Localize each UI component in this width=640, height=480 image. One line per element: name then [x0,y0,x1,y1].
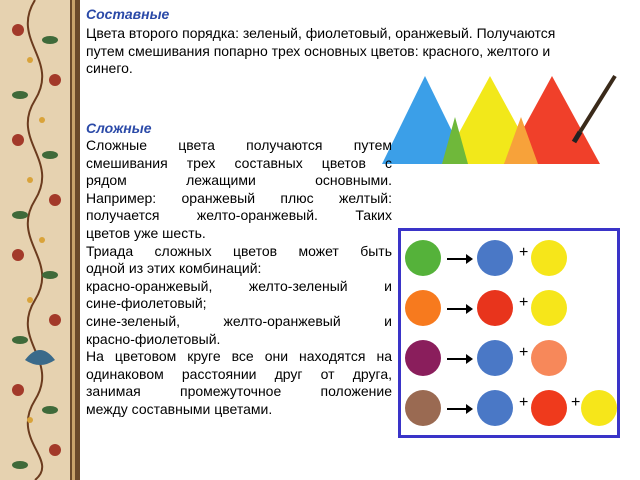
mix-row [401,286,623,330]
section-title-compound: Составные [86,6,170,22]
component-color-circle [477,290,513,326]
text-line: одинаковом расстоянии друг от друга, [86,365,392,382]
component-color-circle [477,240,513,276]
text-line: цветов уже шесть. [86,224,206,241]
arrow-right-icon [447,258,471,260]
section-title-complex: Сложные [86,120,152,136]
text-line: На цветовом круге все они находятся на [86,348,392,365]
text-line: красно-фиолетовый. [86,330,221,347]
text-line: одной из этих комбинаций: [86,260,262,277]
component-color-circle [477,390,513,426]
section-text-compound: Цвета второго порядка: зеленый, фиолетовый, оранжевый. Получаются путем смешивания попарно трех основных цветов: красного, желтого и синего. [86,25,556,77]
plus-sign: + [571,394,581,411]
plus-sign: + [519,394,529,411]
arrow-right-icon [447,308,471,310]
text-line: сине-зеленый, желто-оранжевый и [86,312,392,329]
result-color-circle [405,340,441,376]
primary-colors-triangles [378,70,624,168]
text-line: занимая промежуточное положение [86,383,392,400]
text-line: сине-фиолетовый; [86,295,207,312]
component-color-circle [477,340,513,376]
component-color-circle [531,340,567,376]
text-line: получается желто-оранжевый. Таких [86,207,392,224]
arrow-right-icon [447,358,471,360]
arrow-right-icon [447,408,471,410]
component-color-circle [531,240,567,276]
text-line: смешивания трех составных цветов с [86,154,392,171]
component-color-circle [531,390,567,426]
result-color-circle [405,390,441,426]
plus-sign: + [519,344,529,361]
color-mixing-diagram [398,228,620,438]
plus-sign: + [519,294,529,311]
text-line: Сложные цвета получаются путем [86,137,392,153]
text-line: Например: оранжевый плюс желтый: [86,189,392,206]
section-compound [86,6,566,78]
mix-row [401,336,623,380]
text-line: Триада сложных цветов может быть [86,242,392,259]
mix-row [401,386,623,430]
text-line: между составными цветами. [86,400,273,417]
result-color-circle [405,240,441,276]
floral-ornament-border [0,0,80,480]
section-complex [86,120,392,419]
plus-sign: + [519,244,529,261]
component-color-circle [581,390,617,426]
component-color-circle [531,290,567,326]
mix-row [401,236,623,280]
text-line: красно-оранжевый, желто-зеленый и [86,277,392,294]
text-line: рядом лежащими основными. [86,172,392,189]
result-color-circle [405,290,441,326]
